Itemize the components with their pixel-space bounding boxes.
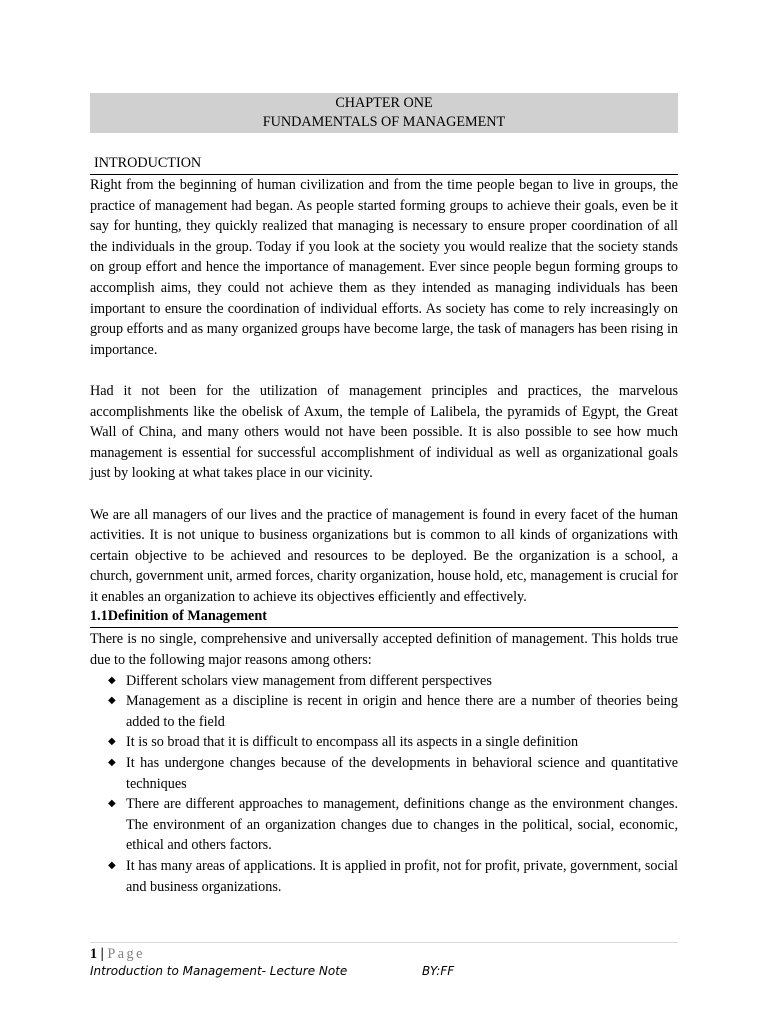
list-item: [108, 691, 678, 732]
chapter-title: FUNDAMENTALS OF MANAGEMENT: [262, 114, 506, 130]
page-footer: [90, 945, 678, 979]
list-item: [108, 856, 678, 897]
definition-heading: 1.1Definition of Management: [90, 607, 678, 628]
page-separator: |: [97, 946, 108, 962]
list-item-text: It has many areas of applications. It is applied in profit, not for profit, private, government, social and business organizations.: [126, 858, 678, 895]
chapter-title-box: [90, 93, 678, 133]
introduction-heading: INTRODUCTION: [90, 154, 678, 175]
definition-intro: There is no single, comprehensive and universally accepted definition of management. This holds true due to the following major reasons among others:: [90, 631, 678, 669]
list-item: [108, 753, 678, 794]
list-item: [108, 732, 678, 753]
chapter-number: CHAPTER ONE: [335, 95, 433, 111]
list-item-text: It is so broad that it is difficult to encompass all its aspects in a single definition: [126, 734, 579, 751]
list-item: [108, 671, 678, 692]
intro-paragraph-1: Right from the beginning of human civilization and from the time people began to live in groups, the practice of management had began. As people started forming groups to achieve their goals, even be it say for hunting, they quickly realized that managing is necessary to ensure proper coordination of all the individuals in the group. Today if you look at the society you would realize that the society stands on group effort and hence the importance of management. Ever since people begun forming groups to accomplish aims, they could not achieve them as they intended as managing individuals has been important to ensure the coordination of individual efforts. As society has come to rely increasingly on group efforts and as many organized groups have become large, the task of managers has been rising in importance.: [90, 177, 678, 358]
footer-doc-title: Introduction to Management- Lecture Note: [90, 964, 348, 978]
list-item-text: It has undergone changes because of the developments in behavioral science and quantitative techniques: [126, 755, 678, 792]
diamond-bullet-icon: ◆: [108, 798, 116, 810]
diamond-bullet-icon: ◆: [108, 674, 116, 686]
page-word: Page: [107, 946, 145, 962]
diamond-bullet-icon: ◆: [108, 860, 116, 871]
page-number: 1: [90, 946, 98, 962]
intro-paragraph-2: Had it not been for the utilization of management principles and practices, the marvelous accomplishments like the obelisk of Axum, the temple of Lalibela, the pyramids of Egypt, the Great Wall of China, and many others would not have been possible. It is also possible to see how much management is essential for successful accomplishment of individual as well as organizational goals just by looking at what takes place in our vicinity.: [90, 382, 678, 482]
footer-author: BY:FF: [422, 964, 455, 978]
document-page: [90, 93, 678, 897]
paragraph-spacer: [90, 360, 678, 381]
reasons-list: [90, 671, 678, 898]
page-number-line: [90, 945, 678, 963]
diamond-bullet-icon: ◆: [108, 695, 116, 707]
list-item-text: There are different approaches to management, definitions change as the environment changes. The environment of an organization changes due to changes in the political, social, economic, ethical and others factors.: [126, 796, 678, 854]
footer-divider: [90, 942, 678, 943]
paragraph-spacer: [90, 484, 678, 505]
list-item: [108, 794, 678, 856]
diamond-bullet-icon: ◆: [108, 736, 116, 748]
list-item-text: Different scholars view management from different perspectives: [126, 672, 492, 689]
diamond-bullet-icon: ◆: [108, 757, 116, 769]
list-item-text: Management as a discipline is recent in origin and hence there are a number of theories being added to the field: [126, 693, 678, 730]
intro-paragraph-3: We are all managers of our lives and the practice of management is found in every facet of the human activities. It is not unique to business organizations but is common to all kinds of organizations with certain objective to be achieved and resources to be deployed. Be the organization is a school, a church, government unit, armed forces, charity organization, house hold, etc, management is crucial for it enables an organization to achieve its objectives efficiently and effectively.: [90, 506, 678, 605]
footer-note: [90, 963, 678, 979]
